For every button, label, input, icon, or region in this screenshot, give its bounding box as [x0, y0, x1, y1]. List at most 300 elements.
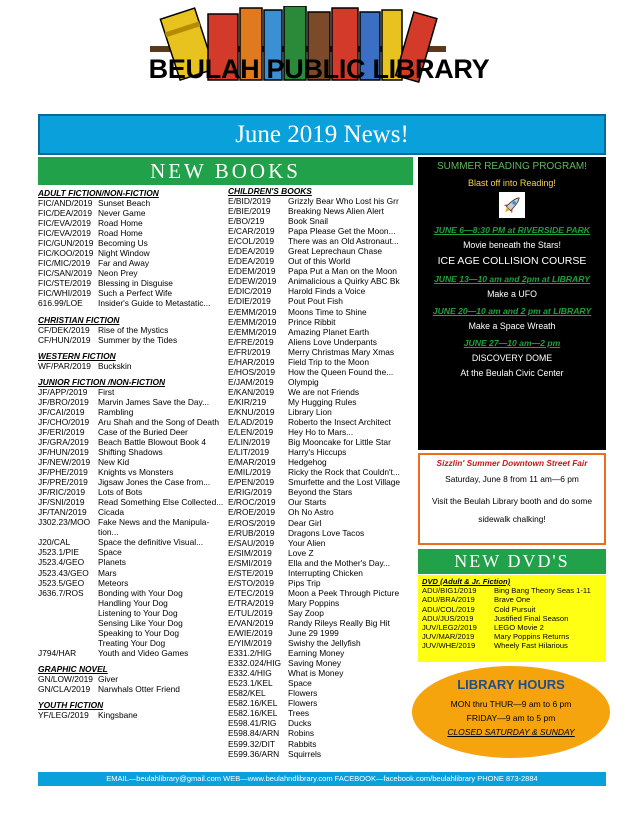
book-title: Cicada — [98, 507, 125, 518]
book-title: Interrupting Chicken — [288, 567, 363, 578]
call-number: JF/HUN/2019 — [38, 446, 89, 457]
event-description: Make a UFO — [487, 289, 537, 299]
call-number: GN/LOW/2019 — [38, 673, 93, 684]
book-row — [38, 588, 226, 598]
book-row — [38, 437, 226, 447]
book-title: Robins — [288, 728, 315, 739]
dvd-title: LEGO Movie 2 — [494, 622, 544, 632]
book-title: There was an Old Astronaut... — [288, 236, 399, 247]
book-row — [38, 397, 226, 407]
rocket-icon — [499, 192, 525, 218]
call-number: E/PEN/2019 — [228, 477, 275, 488]
book-title: Handling Your Dog — [98, 597, 168, 608]
book-title: Insider's Guide to Metastatic... — [98, 298, 211, 309]
book-title: Swishy the Jellyfish — [288, 638, 361, 649]
childrens-book-list — [228, 186, 414, 759]
book-row — [228, 749, 414, 759]
book-title: Rambling — [98, 406, 134, 417]
book-row — [38, 325, 226, 335]
book-row — [228, 739, 414, 749]
book-title: Love Z — [288, 547, 314, 558]
call-number: FIC/DEA/2019 — [38, 208, 92, 219]
book-title: Such a Perfect Wife — [98, 288, 173, 299]
book-row — [228, 447, 414, 457]
dvd-subheading: DVD (Adult & Jr. Fiction) — [422, 577, 511, 586]
book-row — [228, 708, 414, 718]
section-heading: CHILDREN'S BOOKS — [228, 186, 312, 196]
book-row — [228, 678, 414, 688]
call-number: E/SAU/2019 — [228, 537, 275, 548]
book-title: Ella and the Mother's Day... — [288, 557, 390, 568]
call-number: E/CAR/2019 — [228, 226, 275, 237]
call-number: E599.36/ARN — [228, 748, 280, 759]
new-dvds-heading: NEW DVD'S — [454, 551, 570, 571]
call-number: CF/DEK/2019 — [38, 324, 90, 335]
call-number: JF/CHO/2019 — [38, 416, 90, 427]
book-title: What is Money — [288, 668, 344, 679]
dvd-call-number: ADU/JUS/2019 — [422, 613, 474, 623]
book-row — [38, 598, 226, 608]
call-number: E599.32/DIT — [228, 738, 276, 749]
dvd-title: Mary Poppins Returns — [494, 632, 570, 642]
dvd-title: Cold Pursuit — [494, 604, 536, 614]
book-row — [228, 387, 414, 397]
book-row — [228, 467, 414, 477]
call-number: 616.99/LOE — [38, 298, 83, 309]
book-title: Book Snail — [288, 216, 329, 227]
call-number: E/DIC/2019 — [228, 286, 272, 297]
call-number: E/VAN/2019 — [228, 617, 274, 628]
book-row — [228, 648, 414, 658]
book-title: Marvin James Save the Day... — [98, 396, 210, 407]
book-title: Space — [288, 678, 312, 689]
book-title: Shifting Shadows — [98, 446, 163, 457]
book-title: Read Something Else Collected... — [98, 497, 224, 508]
book-row — [228, 628, 414, 638]
call-number: E/STE/2019 — [228, 567, 274, 578]
call-number: J636.7/ROS — [38, 587, 84, 598]
book-title: Youth and Video Games — [98, 647, 189, 658]
dvd-call-number: ADU/BRA/2019 — [422, 595, 475, 605]
book-row — [38, 208, 226, 218]
book-title: Smurfette and the Lost Village — [288, 477, 401, 488]
call-number: E/FRI/2019 — [228, 346, 271, 357]
book-title: Mary Poppins — [288, 597, 340, 608]
call-number: E582/KEL — [228, 688, 266, 699]
book-row — [38, 477, 226, 487]
call-number: J794/HAR — [38, 647, 77, 658]
call-number: E/HOS/2019 — [228, 366, 276, 377]
book-row — [228, 558, 414, 568]
book-row — [228, 548, 414, 558]
call-number: E/DIE/2019 — [228, 296, 271, 307]
book-title: Great Leprechaun Chase — [288, 246, 383, 257]
book-title: Breaking News Alien Alert — [288, 206, 384, 217]
book-title: Prince Ribbit — [288, 316, 336, 327]
book-row — [228, 317, 414, 327]
call-number: JF/RIC/2019 — [38, 487, 86, 498]
book-title: Space the definitive Visual... — [98, 537, 204, 548]
book-row — [38, 417, 226, 427]
call-number: E/JAM/2019 — [228, 376, 274, 387]
book-row — [228, 377, 414, 387]
book-row — [38, 335, 226, 345]
book-title: Kingsbane — [98, 710, 138, 721]
dvd-call-number: JUV/LEG2/2019 — [422, 622, 477, 632]
book-title: Papa Please Get the Moon... — [288, 226, 396, 237]
book-row — [38, 447, 226, 457]
book-title: Your Alien — [288, 537, 326, 548]
book-row — [228, 598, 414, 608]
hours-friday: FRIDAY—9 am to 5 pm — [466, 713, 556, 723]
dvd-row — [422, 614, 606, 623]
dvd-call-number: JUV/MAR/2019 — [422, 632, 475, 642]
summer-reading-tagline: Blast off into Reading! — [468, 178, 556, 188]
call-number: FIC/AND/2019 — [38, 198, 93, 208]
book-title: Trees — [288, 708, 310, 719]
book-title: Speaking to Your Dog — [98, 627, 180, 638]
book-row — [38, 361, 226, 371]
book-row — [38, 487, 226, 497]
book-row — [38, 638, 226, 648]
section-heading: YOUTH FICTION — [38, 700, 104, 711]
call-number: E/LEN/2019 — [228, 427, 274, 438]
book-row — [38, 628, 226, 638]
book-row — [228, 668, 414, 678]
call-number: E/DEA/2019 — [228, 246, 275, 257]
call-number: JF/CAI/2019 — [38, 406, 85, 417]
call-number: E/ROC/2019 — [228, 497, 276, 508]
book-row — [228, 216, 414, 226]
book-row — [38, 258, 226, 268]
book-row — [228, 367, 414, 377]
call-number: E/HAR/2019 — [228, 356, 275, 367]
book-row — [228, 568, 414, 578]
call-number: FIC/WHI/2019 — [38, 288, 92, 299]
call-number: CF/HUN/2019 — [38, 334, 91, 345]
book-row — [38, 198, 226, 208]
book-title: Oh No Astro — [288, 507, 334, 518]
book-row — [38, 457, 226, 467]
call-number: E/LAD/2019 — [228, 417, 274, 428]
book-row — [38, 218, 226, 228]
dvd-row — [422, 623, 606, 632]
book-row — [228, 588, 414, 598]
book-title: tion... — [98, 527, 119, 538]
book-row — [228, 497, 414, 507]
dvd-title: Bing Bang Theory Seas 1-11 — [494, 586, 591, 596]
book-title: Sensing Like Your Dog — [98, 617, 183, 628]
book-title: Far and Away — [98, 258, 150, 269]
dvd-call-number: ADU/COL/2019 — [422, 604, 475, 614]
hours-weekday: MON thru THUR—9 am to 6 pm — [450, 699, 572, 709]
book-row — [228, 246, 414, 256]
book-row — [38, 407, 226, 417]
book-row — [38, 537, 226, 547]
book-title: Fake News and the Manipula- — [98, 517, 210, 528]
book-title: Mars — [98, 567, 117, 578]
book-row — [228, 357, 414, 367]
call-number: E/TUL/2019 — [228, 607, 273, 618]
dvd-row — [422, 586, 606, 595]
dvd-row — [422, 595, 606, 604]
book-row — [228, 507, 414, 517]
call-number: J20/CAL — [38, 537, 71, 548]
call-number — [38, 618, 98, 628]
book-row — [228, 487, 414, 497]
book-title: Night Window — [98, 248, 150, 259]
dvd-row — [422, 605, 606, 614]
book-title: Meteors — [98, 577, 129, 588]
book-title: Becoming Us — [98, 238, 148, 249]
call-number: E598.84/ARN — [228, 728, 280, 739]
call-number: E/DEA/2019 — [228, 256, 275, 267]
book-row — [228, 196, 414, 206]
section-heading: GRAPHIC NOVEL — [38, 663, 108, 674]
call-number: J523.43/GEO — [38, 567, 89, 578]
book-row — [38, 467, 226, 477]
book-row — [38, 557, 226, 567]
call-number: E/EMM/2019 — [228, 306, 277, 317]
summer-reading-heading: SUMMER READING PROGRAM! — [436, 161, 587, 172]
book-row — [228, 608, 414, 618]
call-number: E/MAR/2019 — [228, 457, 276, 468]
book-title: Planets — [98, 557, 126, 568]
dvd-call-number: ADU/BIG1/2019 — [422, 586, 477, 596]
section-heading: ADULT FICTION/NON-FICTION — [38, 188, 159, 198]
book-title: Saving Money — [288, 658, 342, 669]
book-row — [38, 684, 226, 694]
call-number: JF/NEW/2019 — [38, 456, 91, 467]
call-number: J523.4/GEO — [38, 557, 85, 568]
book-row — [38, 298, 226, 308]
book-row — [228, 206, 414, 216]
hours-closed: CLOSED SATURDAY & SUNDAY — [447, 727, 575, 737]
book-title: Animalicious a Quirky ABC Bk — [288, 276, 400, 287]
book-title: Bonding with Your Dog — [98, 587, 183, 598]
call-number: E/STO/2019 — [228, 577, 274, 588]
call-number: E332.024/HIG — [228, 658, 282, 669]
call-number: E523.1/KEL — [228, 678, 273, 689]
call-number: YF/LEG/2019 — [38, 710, 89, 721]
book-title: Knights vs Monsters — [98, 467, 174, 478]
book-row — [228, 397, 414, 407]
book-title: Moon a Peek Through Picture — [288, 587, 400, 598]
book-title: We are not Friends — [288, 386, 360, 397]
book-title: Ricky the Rock that Couldn't... — [288, 467, 400, 478]
book-row — [38, 517, 226, 527]
book-title: Dear Girl — [288, 517, 322, 528]
street-fair-heading: Sizzlin' Summer Downtown Street Fair — [436, 458, 588, 468]
book-title: New Kid — [98, 456, 130, 467]
dvd-title: Justified Final Season — [494, 613, 569, 623]
summer-reading-events — [418, 225, 606, 378]
book-title: Randy Rileys Really Big Hit — [288, 617, 390, 628]
event-date: JUNE 13—10 am and 2pm at LIBRARY — [433, 274, 590, 284]
call-number: E/KIR/219 — [228, 396, 267, 407]
call-number: E/BID/2019 — [228, 196, 271, 206]
call-number: E/EMM/2019 — [228, 316, 277, 327]
book-title: Rabbits — [288, 738, 317, 749]
call-number — [38, 527, 98, 537]
event-date: JUNE 20—10 am and 2 pm at LIBRARY — [432, 306, 592, 316]
library-hours — [412, 666, 610, 758]
call-number: E/WIE/2019 — [228, 628, 273, 639]
call-number: E/DEM/2019 — [228, 266, 276, 277]
call-number — [38, 608, 98, 618]
book-title: Papa Put a Man on the Moon — [288, 266, 397, 277]
call-number: E/YIM/2019 — [228, 638, 272, 649]
book-row — [38, 238, 226, 248]
book-row — [228, 327, 414, 337]
book-row — [228, 437, 414, 447]
call-number — [38, 638, 98, 648]
book-title: Big Mooncake for Little Star — [288, 437, 391, 448]
library-title: BEULAH PUBLIC LIBRARY — [148, 54, 490, 84]
book-row — [228, 718, 414, 728]
book-row — [228, 658, 414, 668]
call-number: E/COL/2019 — [228, 236, 275, 247]
event-description: DISCOVERY DOME — [471, 353, 553, 363]
section-heading: CHRISTIAN FICTION — [38, 314, 120, 325]
book-row — [228, 688, 414, 698]
event-description: Make a Space Wreath — [468, 321, 556, 331]
book-title: Roberto the Insect Architect — [288, 417, 391, 428]
book-title: Earning Money — [288, 648, 345, 659]
book-row — [38, 710, 226, 720]
book-title: Grizzly Bear Who Lost his Grr — [288, 196, 399, 206]
book-row — [228, 427, 414, 437]
call-number: FIC/SAN/2019 — [38, 268, 92, 279]
dvd-list — [418, 575, 606, 662]
section-heading: WESTERN FICTION — [38, 350, 116, 361]
call-number: E/RUB/2019 — [228, 527, 275, 538]
call-number: E/TRA/2019 — [228, 597, 274, 608]
book-title: Lots of Bots — [98, 487, 143, 498]
book-row — [38, 278, 226, 288]
book-row — [38, 527, 226, 537]
book-row — [38, 387, 226, 397]
book-row — [228, 528, 414, 538]
call-number: FIC/EVA/2019 — [38, 228, 91, 239]
book-row — [228, 236, 414, 246]
street-fair-date: Saturday, June 8 from 11 am—6 pm — [445, 474, 579, 484]
book-title: Amazing Planet Earth — [288, 326, 370, 337]
book-title: Ducks — [288, 718, 312, 729]
book-title: Neon Prey — [98, 268, 138, 279]
book-title: Case of the Buried Deer — [98, 426, 188, 437]
call-number: FIC/STE/2019 — [38, 278, 92, 289]
book-title: Our Starts — [288, 497, 327, 508]
call-number: GN/CLA/2019 — [38, 683, 91, 694]
call-number: JF/PRE/2019 — [38, 477, 88, 488]
call-number: E/FRE/2019 — [228, 336, 274, 347]
book-row — [38, 578, 226, 588]
call-number: E/KNU/2019 — [228, 406, 275, 417]
section-heading: JUNIOR FICTION /NON-FICTION — [38, 376, 166, 387]
book-row — [228, 698, 414, 708]
call-number: E/KAN/2019 — [228, 386, 275, 397]
book-row — [228, 256, 414, 266]
book-title: Space — [98, 547, 122, 558]
call-number: JF/PHE/2019 — [38, 467, 88, 478]
call-number: E582.16/KEL — [228, 698, 278, 709]
book-title: Harold Finds a Voice — [288, 286, 366, 297]
book-row — [228, 417, 414, 427]
book-title: Merry Christmas Mary Xmas — [288, 346, 395, 357]
call-number: FIC/KOO/2019 — [38, 248, 94, 259]
book-row — [38, 268, 226, 278]
book-title: Treating Your Dog — [98, 637, 166, 648]
book-row — [38, 497, 226, 507]
book-title: Squirrels — [288, 748, 322, 759]
call-number: E582.16/KEL — [228, 708, 278, 719]
call-number: FIC/MIC/2019 — [38, 258, 91, 269]
book-row — [228, 266, 414, 276]
new-books-heading: NEW BOOKS — [150, 159, 301, 183]
book-title: Beyond the Stars — [288, 487, 353, 498]
call-number: JF/ERI/2019 — [38, 426, 85, 437]
book-row — [38, 507, 226, 517]
book-title: Harry's Hiccups — [288, 447, 347, 458]
book-row — [228, 286, 414, 296]
book-title: Blessing in Disguise — [98, 278, 173, 289]
book-row — [38, 648, 226, 658]
call-number: E/MIL/2019 — [228, 467, 271, 478]
street-fair-details: Visit the Beulah Library booth and do some sidewalk chalking! — [431, 496, 592, 524]
book-row — [228, 407, 414, 417]
call-number: E/LIN/2019 — [228, 437, 270, 448]
call-number: E332.4/HIG — [228, 668, 272, 679]
dvd-row — [422, 632, 606, 641]
call-number: JF/SNI/2019 — [38, 497, 85, 508]
call-number: E/BIE/2019 — [228, 206, 271, 217]
dvd-row — [422, 641, 606, 650]
book-title: How the Queen Found the... — [288, 366, 394, 377]
book-row — [228, 296, 414, 306]
event-date: JUNE 27—10 am—2 pm — [463, 338, 561, 348]
call-number: E331.2/HIG — [228, 648, 272, 659]
book-row — [38, 547, 226, 557]
book-row — [38, 228, 226, 238]
book-title: Flowers — [288, 688, 318, 699]
book-title: Road Home — [98, 218, 143, 229]
book-title: Moons Time to Shine — [288, 306, 367, 317]
call-number: WF/PAR/2019 — [38, 360, 91, 371]
book-title: Hey Ho to Mars... — [288, 427, 354, 438]
call-number — [38, 598, 98, 608]
book-title: First — [98, 386, 115, 397]
book-row — [228, 578, 414, 588]
book-row — [228, 307, 414, 317]
book-title: Pout Pout Fish — [288, 296, 343, 307]
book-title: Aru Shah and the Song of Death — [98, 416, 220, 427]
new-books-header — [38, 157, 413, 185]
event-description: At the Beulah Civic Center — [460, 368, 564, 378]
book-row — [228, 337, 414, 347]
book-row — [228, 518, 414, 528]
book-row — [228, 638, 414, 648]
call-number: E/TEC/2019 — [228, 587, 274, 598]
call-number: FIC/EVA/2019 — [38, 218, 91, 229]
call-number: E/ROS/2019 — [228, 517, 276, 528]
new-dvds-header — [418, 549, 606, 574]
book-title: Out of this World — [288, 256, 351, 267]
book-title: Olympig — [288, 376, 319, 387]
call-number: E/SMI/2019 — [228, 557, 272, 568]
book-title: Rise of the Mystics — [98, 324, 169, 335]
call-number: E/DEW/2019 — [228, 276, 277, 287]
